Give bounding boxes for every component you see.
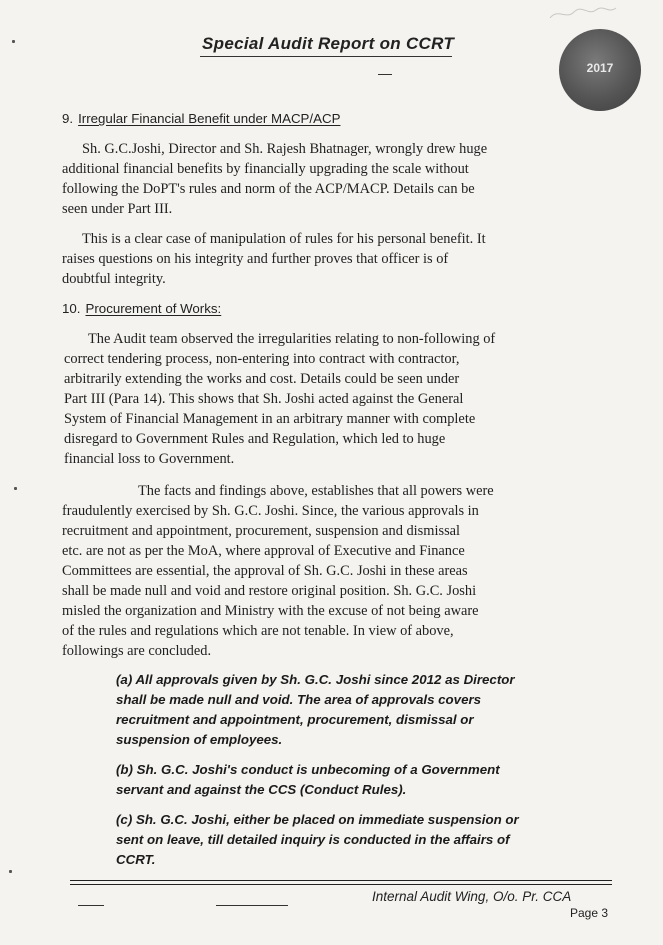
seal-year: 2017: [586, 61, 614, 75]
s10-p2-line: followings are concluded.: [62, 643, 212, 659]
s10-p2-line: recruitment and appointment, procurement, suspension and dismissal: [62, 523, 461, 539]
section-10-title: Procurement of Works:: [85, 301, 222, 316]
footer-office: Internal Audit Wing, O/o. Pr. CCA: [372, 889, 572, 904]
s9-p1-line: additional financial benefits by financially upgrading the scale without: [62, 161, 469, 177]
section-10-number: 10.: [62, 301, 81, 316]
s10-p1-line: correct tendering process, non-entering into contract with contractor,: [64, 351, 460, 367]
s10-p2-line: Committees are essential, the approval of Sh. G.C. Joshi in these areas: [62, 563, 468, 579]
conclusion-a-line: recruitment and appointment, procurement, dismissal or: [116, 712, 474, 727]
s9-p2-line: doubtful integrity.: [62, 271, 166, 287]
s10-p2-line: The facts and findings above, establishes that all powers were: [138, 483, 494, 499]
s10-p2-line: fraudulently exercised by Sh. G.C. Joshi. Since, the various approvals in: [62, 503, 479, 519]
seal-stamp: [559, 29, 641, 111]
s10-p1-line: Part III (Para 14). This shows that Sh. Joshi acted against the General: [64, 391, 464, 407]
section-9-number: 9.: [62, 111, 74, 126]
margin-speck: [14, 487, 17, 490]
s10-p2-line: shall be made null and void and restore original position. Sh. G.C. Joshi: [62, 583, 477, 599]
s10-p1-line: arbitrarily extending the works and cost. Details could be seen under: [64, 371, 460, 387]
s9-p2-line: This is a clear case of manipulation of rules for his personal benefit. It: [82, 231, 486, 247]
conclusion-a-line: suspension of employees.: [116, 732, 283, 747]
conclusion-a-line: shall be made null and void. The area of approvals covers: [116, 692, 482, 707]
conclusion-a-line: (a) All approvals given by Sh. G.C. Joshi since 2012 as Director: [116, 672, 515, 687]
s10-p1-line: System of Financial Management in an arbitrary manner with complete: [64, 411, 476, 427]
title-underline: [200, 56, 452, 57]
conclusion-c-line: CCRT.: [116, 852, 156, 867]
s10-p2-line: misled the organization and Ministry with the excuse of not being aware: [62, 603, 479, 619]
section-9-title: Irregular Financial Benefit under MACP/ACP: [78, 111, 341, 126]
s10-p1-line: financial loss to Government.: [64, 451, 235, 467]
conclusion-b-line: (b) Sh. G.C. Joshi's conduct is unbecoming of a Government: [116, 762, 500, 777]
s10-p1-line: disregard to Government Rules and Regulation, which led to huge: [64, 431, 446, 447]
section-10-heading: [62, 301, 221, 316]
s9-p1-line: following the DoPT's rules and norm of the ACP/MACP. Details can be: [62, 181, 475, 197]
conclusion-c-line: (c) Sh. G.C. Joshi, either be placed on immediate suspension or: [116, 812, 519, 827]
s10-p2-line: etc. are not as per the MoA, where approval of Executive and Finance: [62, 543, 465, 559]
section-9-heading: [62, 111, 340, 126]
s9-p1-line: Sh. G.C.Joshi, Director and Sh. Rajesh Bhatnager, wrongly drew huge: [82, 141, 488, 157]
header-dash: [378, 74, 392, 75]
footer-dash-mark: [78, 905, 104, 906]
s10-p1-line: The Audit team observed the irregularities relating to non-following of: [88, 331, 496, 347]
s9-p1-line: seen under Part III.: [62, 201, 173, 217]
faint-handwriting-mark: [548, 4, 618, 22]
conclusion-c-line: sent on leave, till detailed inquiry is conducted in the affairs of: [116, 832, 510, 847]
margin-speck: [12, 40, 15, 43]
s10-p2-line: of the rules and regulations which are not tenable. In view of above,: [62, 623, 454, 639]
page-number: Page 3: [570, 906, 609, 920]
s9-p2-line: raises questions on his integrity and further proves that officer is of: [62, 251, 449, 267]
footer-dash-mark: [216, 905, 288, 906]
margin-speck: [9, 870, 12, 873]
footer-rule: [70, 880, 612, 885]
conclusion-b-line: servant and against the CCS (Conduct Rules).: [116, 782, 407, 797]
report-title: Special Audit Report on CCRT: [202, 34, 455, 53]
